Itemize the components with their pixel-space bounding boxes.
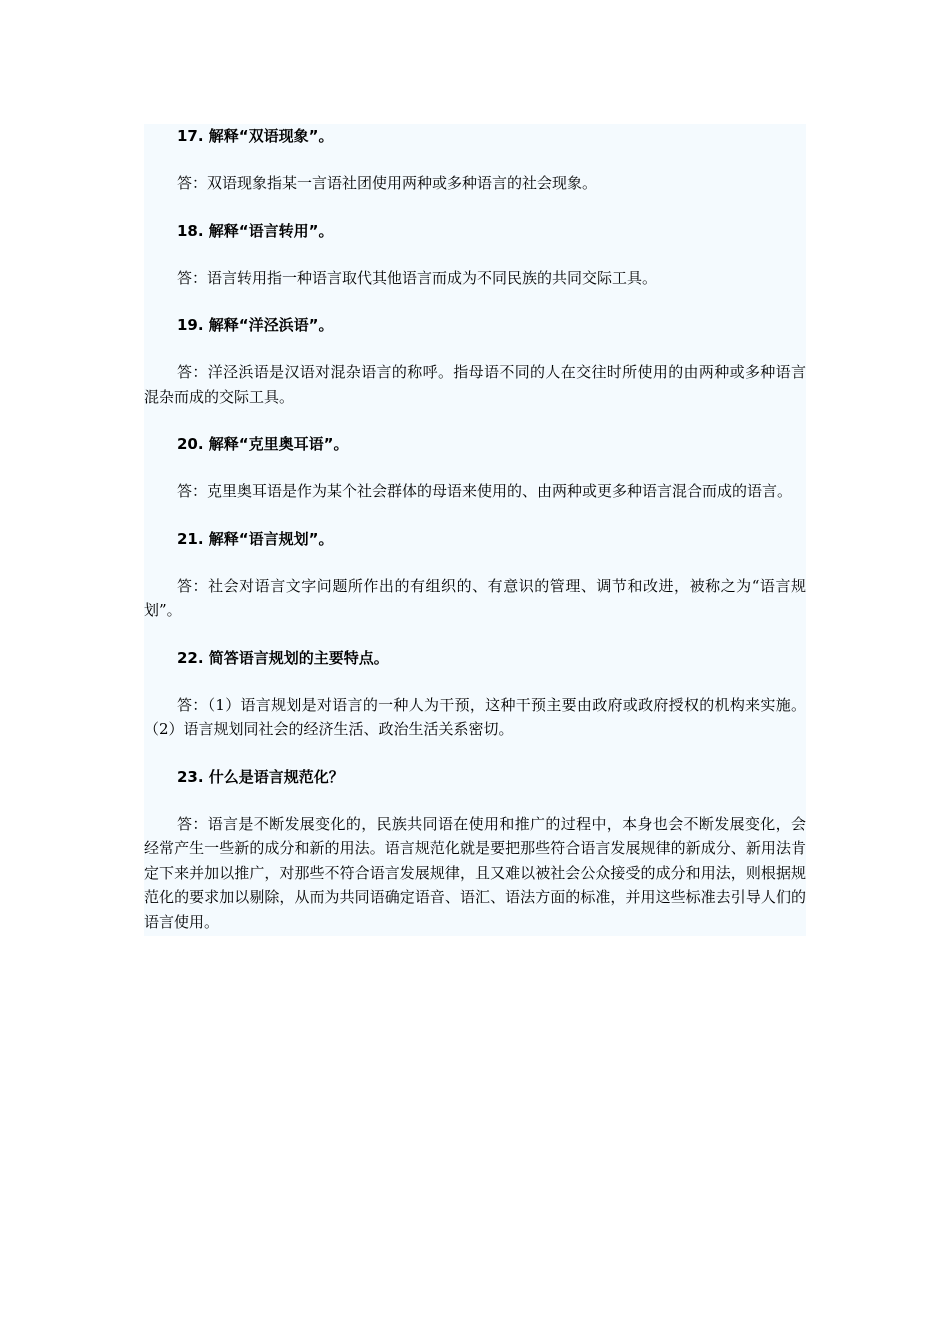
question-heading: 21. 解释“语言规划”。 [177, 529, 334, 548]
answer-text: 答：（1）语言规划是对语言的一种人为干预，这种干预主要由政府或政府授权的机构来实施。（2）语言规划同社会的经济生活、政治生活关系密切。 [144, 695, 806, 738]
question-heading: 17. 解释“双语现象”。 [177, 127, 334, 145]
question-heading: 19. 解释“洋泾浜语”。 [177, 316, 334, 334]
answer-text: 答：洋泾浜语是汉语对混杂语言的称呼。指母语不同的人在交往时所使用的由两种或多种语言混杂而成的交际工具。 [144, 363, 806, 406]
qa-item-23 [144, 765, 806, 937]
qa-item-19 [144, 313, 806, 409]
question-heading: 18. 解释“语言转用”。 [177, 221, 334, 240]
qa-content [144, 124, 806, 936]
answer-text: 答：语言转用指一种语言取代其他语言而成为不同民族的共同交际工具。 [177, 268, 658, 287]
answer-text: 答：语言是不断发展变化的，民族共同语在使用和推广的过程中，本身也会不断发展变化，会经常产生一些新的成分和新的用法。语言规范化就是要把那些符合语言发展规律的新成分、新用法肯定下来并加以推广，对那些不符合语言发展规律，且又难以被社会公众接受的成分和用法，则根据规范化的要求加以剔除，从而为共同语确定语音、语汇、语法方面的标准，并用这些标准去引导人们的语言使用。 [144, 814, 806, 931]
question-heading: 23. 什么是语言规范化？ [177, 767, 344, 786]
qa-item-18 [144, 219, 806, 291]
qa-item-17 [144, 124, 806, 196]
qa-item-20 [144, 432, 806, 504]
question-heading: 22. 简答语言规划的主要特点。 [177, 648, 389, 667]
question-heading: 20. 解释“克里奥耳语”。 [177, 435, 349, 453]
qa-item-22 [144, 646, 806, 742]
answer-text: 答：社会对语言文字问题所作出的有组织的、有意识的管理、调节和改进，被称之为“语言规划”。 [144, 576, 806, 619]
answer-text: 答：双语现象指某一言语社团使用两种或多种语言的社会现象。 [177, 174, 598, 192]
answer-text: 答：克里奥耳语是作为某个社会群体的母语来使用的、由两种或更多种语言混合而成的语言。 [177, 482, 793, 500]
qa-item-21 [144, 527, 806, 623]
